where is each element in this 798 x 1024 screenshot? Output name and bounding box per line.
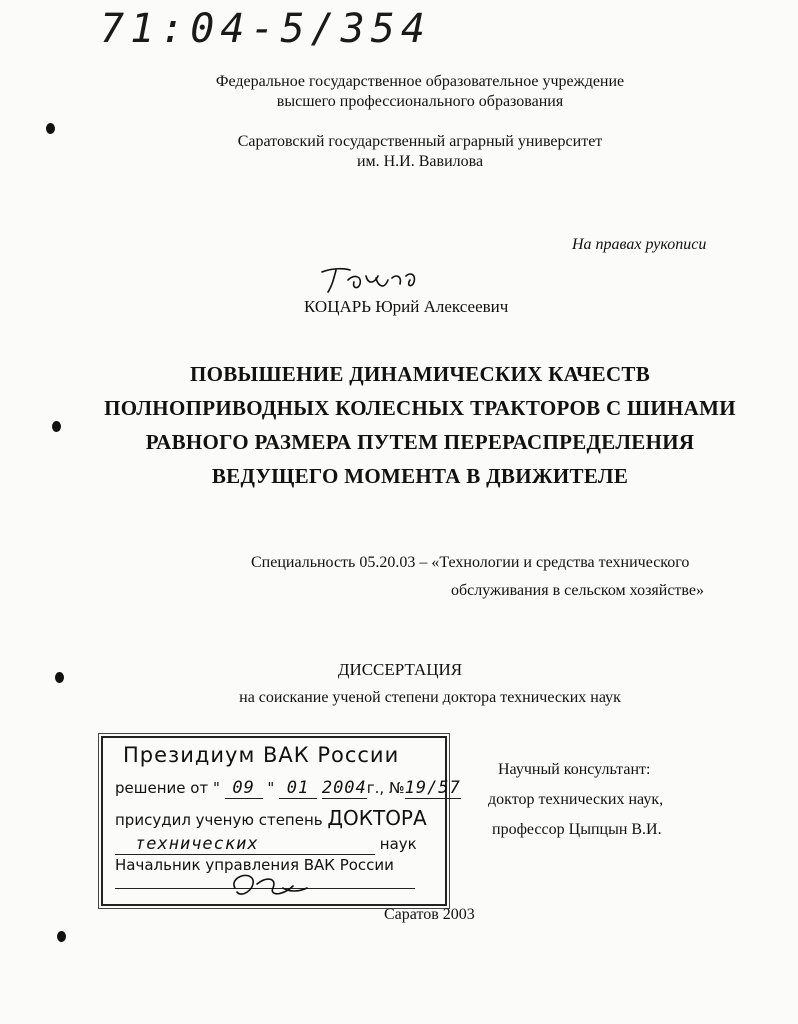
title-line: РАВНОГО РАЗМЕРА ПУТЕМ ПЕРЕРАСПРЕДЕЛЕНИЯ <box>145 430 695 454</box>
stamp-header: Президиум ВАК России <box>123 743 400 767</box>
specialty-line-2: обслуживания в сельском хозяйстве» <box>451 582 704 599</box>
document-type: ДИССЕРТАЦИЯ <box>337 660 463 679</box>
author-signature-icon <box>318 262 428 296</box>
stamp-decision-month: 01 <box>279 778 317 799</box>
binding-hole-icon <box>46 123 55 134</box>
stamp-field-handwritten: технических <box>115 834 375 855</box>
stamp-field-row <box>115 834 417 855</box>
stamp-decision-year: 2004 <box>321 778 367 798</box>
consultant-name: профессор Цыпцын В.И. <box>492 821 662 838</box>
vak-stamp <box>101 736 461 906</box>
stamp-signature-icon <box>223 866 313 906</box>
stamp-decision-day: 09 <box>225 778 263 799</box>
consultant-label: Научный консультант: <box>498 761 651 778</box>
specialty-line-1: Специальность 05.20.03 – «Технологии и средства технического <box>251 554 690 571</box>
consultant-degree: доктор технических наук, <box>488 791 664 808</box>
stamp-number-prefix: № <box>388 779 405 797</box>
university-line-2: им. Н.И. Вавилова <box>356 153 484 170</box>
binding-hole-icon <box>57 931 66 942</box>
rights-note: На правах рукописи <box>572 236 707 253</box>
university-line-1: Саратовский государственный аграрный университет <box>237 133 603 150</box>
binding-hole-icon <box>52 421 61 432</box>
dissertation-title <box>100 357 740 493</box>
stamp-decision-number: 19/57 <box>404 778 461 798</box>
stamp-awarded-row <box>115 806 427 830</box>
title-line: ВЕДУЩЕГО МОМЕНТА В ДВИЖИТЕЛЕ <box>211 464 629 488</box>
stamp-field-suffix: наук <box>379 835 417 853</box>
stamp-awarded-text: присудил ученую степень <box>115 811 323 829</box>
stamp-decision-prefix: решение от <box>115 779 209 797</box>
title-line: ПОЛНОПРИВОДНЫХ КОЛЕСНЫХ ТРАКТОРОВ С ШИНАМИ <box>104 396 736 420</box>
degree-line: на соискание ученой степени доктора технических наук <box>239 689 621 706</box>
institution-line-1: Федеральное государственное образовательное учреждение <box>215 73 625 90</box>
place-year: Саратов 2003 <box>384 906 475 923</box>
stamp-decision-row: решение от " 09 " 01 2004г., №19/57 <box>115 778 461 798</box>
author-name: КОЦАРЬ Юрий Алексеевич <box>304 297 509 316</box>
stamp-degree: ДОКТОРА <box>327 806 427 830</box>
stamp-year-suffix: г., <box>366 779 385 797</box>
institution-line-2: высшего профессионального образования <box>276 93 564 110</box>
title-line: ПОВЫШЕНИЕ ДИНАМИЧЕСКИХ КАЧЕСТВ <box>189 362 651 386</box>
binding-hole-icon <box>55 672 64 683</box>
stamp-chief: Начальник управления ВАК России <box>115 856 394 874</box>
handwritten-registration-number: 71:04-5/354 <box>100 6 431 52</box>
